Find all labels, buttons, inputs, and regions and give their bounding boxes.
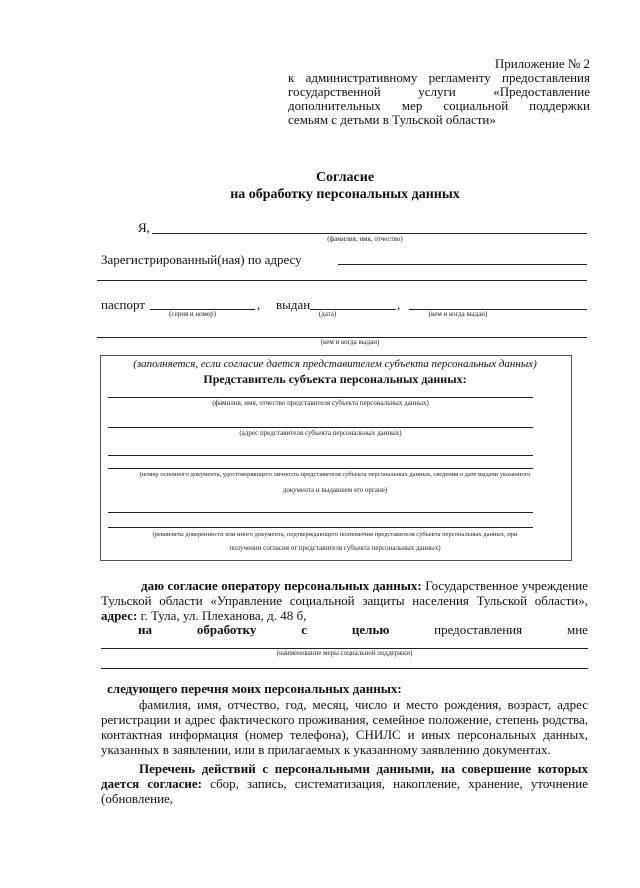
ya-label: Я, [138,220,150,235]
purpose-line [138,622,588,637]
registered-label: Зарегистрированный(ная) по адресу [101,252,302,267]
series-caption: (серия и номер) [169,310,216,318]
address-label: адрес: [101,608,138,623]
date-caption: (дата) [318,310,337,318]
rep-proxy-line-1 [108,512,533,513]
rep-fio-caption: (фамилия, имя, отчество представителя субъекта персональных данных) [212,399,429,407]
actions-text: сбор, запись, систематизация, накопление, хранение, уточнение (обновление, [101,776,588,806]
purpose-word-4: целью [351,622,390,637]
rep-address-line [108,427,533,428]
rep-address-caption: (адрес представителя субъекта персональных данных) [239,429,402,437]
purpose-word-2: обработку [196,622,257,637]
list-heading: следующего перечня моих персональных данных: [107,681,402,696]
appendix-line-2 [288,84,590,99]
appendix-line-3: дополнительных мер социальной поддержки [288,98,590,113]
document-title: Согласие [315,170,375,185]
consent-paragraph [101,578,588,623]
issued-label: выдан [276,297,311,312]
representative-note: (заполняется, если согласие дается представителем субъекта персональных данных) [133,358,537,370]
issued-by-caption: (кем и когда выдан) [428,310,488,318]
fio-caption: (фамилия, имя, отчество) [327,235,403,243]
issued-by-caption-2: (кем и когда выдан) [320,338,380,346]
representative-title: Представитель субъекта персональных данных: [203,372,467,386]
appendix-line-4: семьям с детьми в Тульской области» [288,112,496,127]
measure-line-2 [101,668,588,669]
consent-lead: даю согласие оператору персональных данных: [141,578,422,593]
measure-caption: (наименование меры социальной поддержки) [276,649,413,657]
appendix-word-3: «Предоставление [493,84,590,99]
appendix-word-1: государственной [288,84,381,99]
appendix-title: Приложение № 2 [494,56,590,71]
actions-paragraph [101,761,588,806]
rep-proxy-caption-1: (реквизиты доверенности или иного документа, подтверждающего полномочия представителя субъекта персональных данных, при [152,531,518,538]
appendix-word-2: услуги [418,84,456,99]
appendix-line-1: к административному регламенту предоставления [288,70,590,85]
operator-address: г. Тула, ул. Плеханова, д. 48 б, [137,608,307,623]
rep-doc-line-1 [108,455,533,456]
rep-proxy-line-2 [108,527,533,528]
rep-doc-line-2 [108,468,533,469]
rep-doc-caption-1: (номер основного документа, удостоверяющего личность представителя субъекта персональных данных, сведения о дате выдачи указанного [139,471,531,478]
passport-comma-1: , [257,297,261,312]
purpose-word-5: предоставления [434,622,523,637]
address-line-2 [97,280,587,281]
rep-proxy-caption-2: получении согласия от представителя субъекта персональных данных) [229,544,441,552]
purpose-word-6: мне [566,622,588,637]
passport-label: паспорт [101,297,145,312]
rep-doc-caption-2: документа и выдавшем его органе) [282,486,388,494]
list-text: фамилия, имя, отчество, год, месяц, число и место рождения, возраст, адрес регистрации и адрес фактического проживания, семейное положение, степень родства, контактная информация (номер телефона), СНИЛС и иных персональных данных, указанных в заявлении, или в прилагаемых к указанному заявлению документах. [101,697,588,757]
purpose-word-1: на [138,622,152,637]
document-subtitle: на обработку персональных данных [230,187,460,202]
address-line-1 [338,264,587,265]
passport-comma-2: , [397,297,401,312]
actions-lead: Перечень действий с персональными данными, на совершение которых дается согласие: [101,761,588,791]
purpose-word-3: с [301,622,308,637]
fio-line [152,233,587,234]
rep-fio-line [108,397,533,398]
operator-name: Государственное учреждение Тульской области «Управление социальной защиты населения Тульской области», [101,578,588,608]
